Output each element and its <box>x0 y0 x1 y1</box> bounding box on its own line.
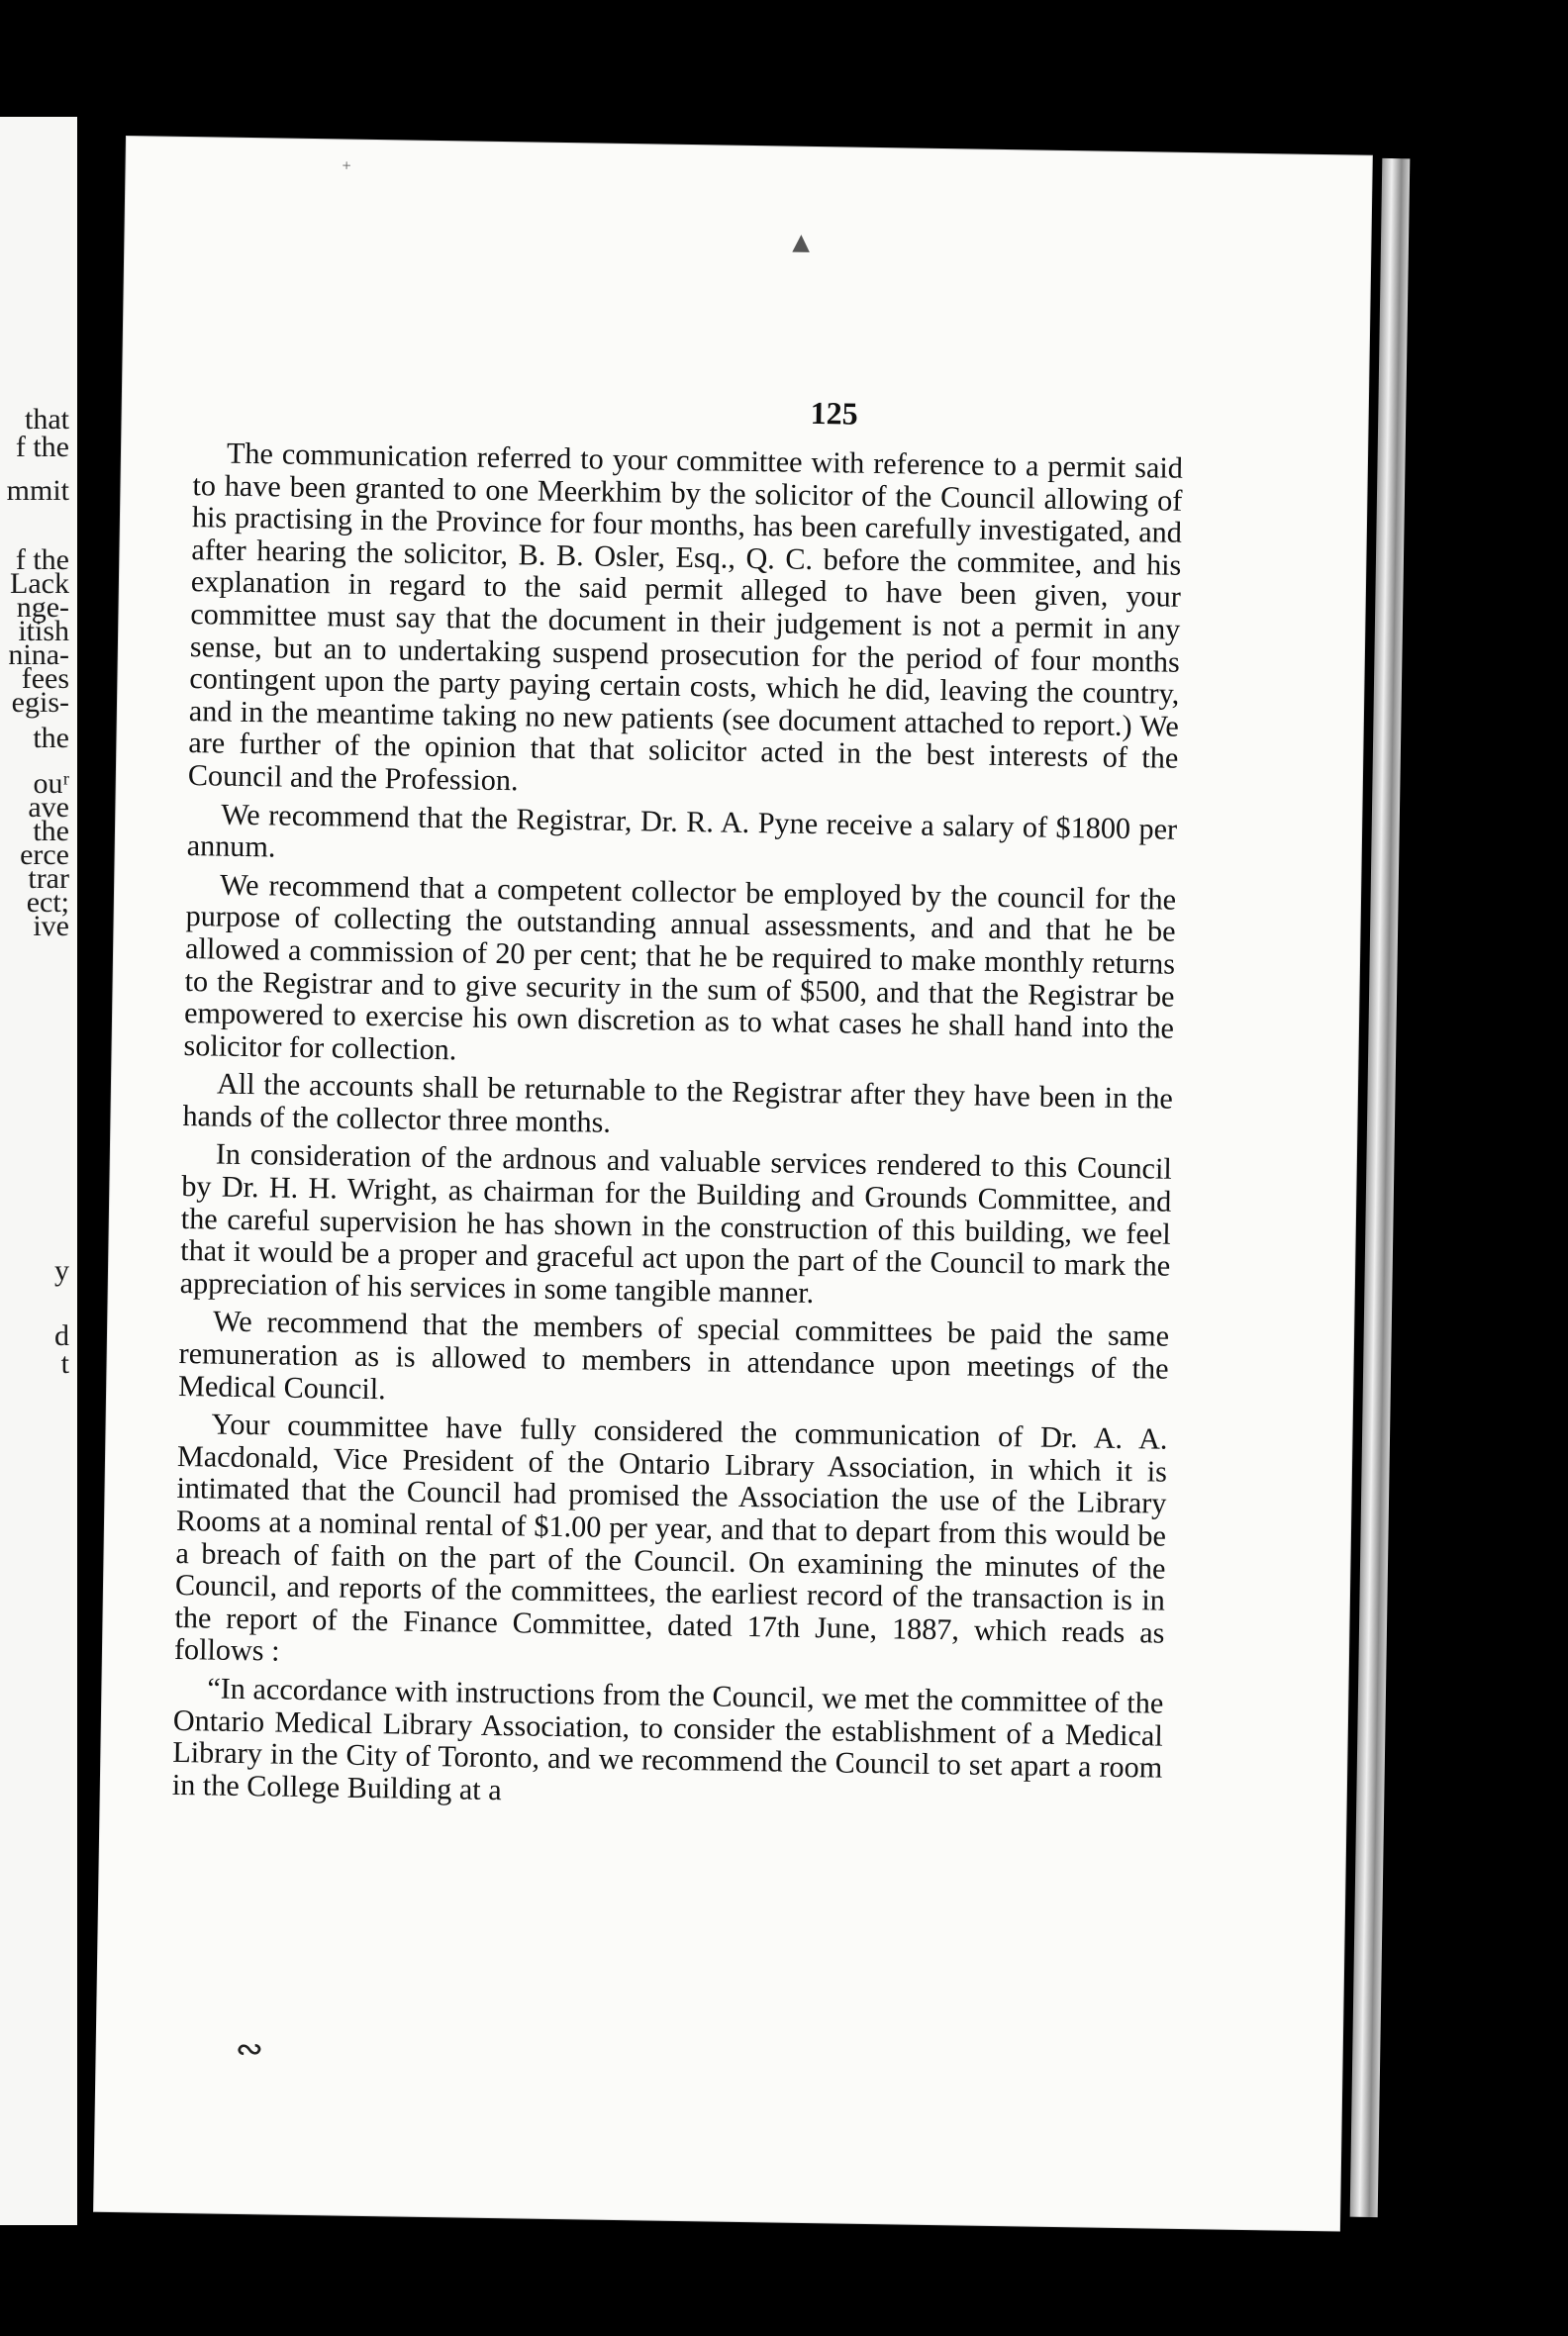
left-fragment: erce <box>20 838 69 871</box>
page-body <box>172 437 1184 1822</box>
left-fragment: trar <box>28 862 69 895</box>
book-page <box>94 137 1372 2231</box>
page-number: 125 <box>810 394 858 432</box>
left-page-edge <box>0 117 77 2225</box>
left-fragment: the <box>33 815 69 847</box>
scan-speck: + <box>342 157 351 175</box>
left-fragment: nina- <box>8 638 69 671</box>
paragraph-finance-quote: “In accordance with instructions from the Council, we met the committee of the Ontario Medical Library Association, to consider the establishment of a Medical Library in the City of Toronto, and we recommend the Council to set apart a room in the College Building at a <box>171 1671 1164 1806</box>
left-fragment: f the <box>15 431 69 463</box>
left-fragment: ave <box>28 791 69 824</box>
paragraph-collector: We recommend that a competent collector be employed by the council for the purpose of collecting the outstanding annual assessments, and and that he be allowed a commission of 20 per cent; that he be required to make monthly returns to the Registrar and to give security in the sum of $500, and that the Registrar be empowered to exercise his own discretion as to what cases he shall hand into the solicitor for collection. <box>183 867 1177 1067</box>
scan-speck: ▲ <box>786 226 817 259</box>
paragraph-accounts: All the accounts shall be returnable to the Registrar after they have been in the hands of the collector three months. <box>182 1066 1174 1139</box>
scan-speck: ∾ <box>235 2030 264 2069</box>
left-fragment: Lack <box>10 567 69 600</box>
left-fragment: that <box>25 403 69 436</box>
left-fragment: fees <box>21 662 69 695</box>
left-fragment: ive <box>33 910 69 942</box>
left-fragment: y <box>54 1254 69 1287</box>
left-fragment: the <box>33 722 69 754</box>
left-fragment: d <box>54 1319 69 1352</box>
paragraph-wright-services: In consideration of the ardnous and valuable services rendered to this Council by Dr. H. H. Wright, as chairman for the Building and Grounds Committee, and the careful supervision he has shown in the construction of this building, we feel that it would be a proper and graceful act upon the part of the Council to mark the appreciation of his services in some tangible manner. <box>179 1137 1173 1310</box>
left-fragment: ouʳ <box>33 767 69 800</box>
paragraph-special-committees: We recommend that the members of special committees be paid the same remuneration as is allowed to members in attendance upon meetings of the Medical Council. <box>177 1304 1170 1406</box>
paragraph-registrar-salary: We recommend that the Registrar, Dr. R. A. Pyne receive a salary of $1800 per annum. <box>186 797 1178 864</box>
left-fragment: f the <box>15 543 69 576</box>
left-fragment: egis- <box>11 686 69 719</box>
left-fragment: t <box>60 1347 69 1380</box>
left-fragment: ect; <box>26 886 69 919</box>
paragraph-library-association: Your coummittee have fully considered the communication of Dr. A. A. Macdonald, Vice President of the Ontario Library Association, in which it is intimated that the Council had promised the Association the use of the Library Rooms at a nominal rental of $1.00 per year, and that to depart from this would be a breach of faith on the part of the Council. On examining the minutes of the Council, and reports of the committees, the earliest record of the transaction is in the report of the Finance Committee, dated 17th June, 1887, which reads as follows : <box>173 1407 1168 1668</box>
left-fragment: mmit <box>6 474 69 507</box>
paragraph-permit-communication: The communication referred to your committee with reference to a permit said to have been granted to one Meerkhim by the solicitor of the Council allowing of his practising in the Province for four months, has been carefully investigated, and after hearing the solicitor, B. B. Osler, Esq., Q. C. before the commitee, and his explanation in regard to the said permit alleged to have been given, your committee must say that the document in their judgement is not a permit in any sense, but an to undertaking suspend prosecution for the period of four months contingent upon the party paying certain costs, which he did, leaving the country, and in the meantime taking no new patients (see document attached to report.) We are further of the opinion that that solicitor acted in the best interests of the Council and the Profession. <box>187 436 1184 798</box>
left-fragment: nge- <box>16 591 69 624</box>
left-fragment: itish <box>18 615 69 647</box>
